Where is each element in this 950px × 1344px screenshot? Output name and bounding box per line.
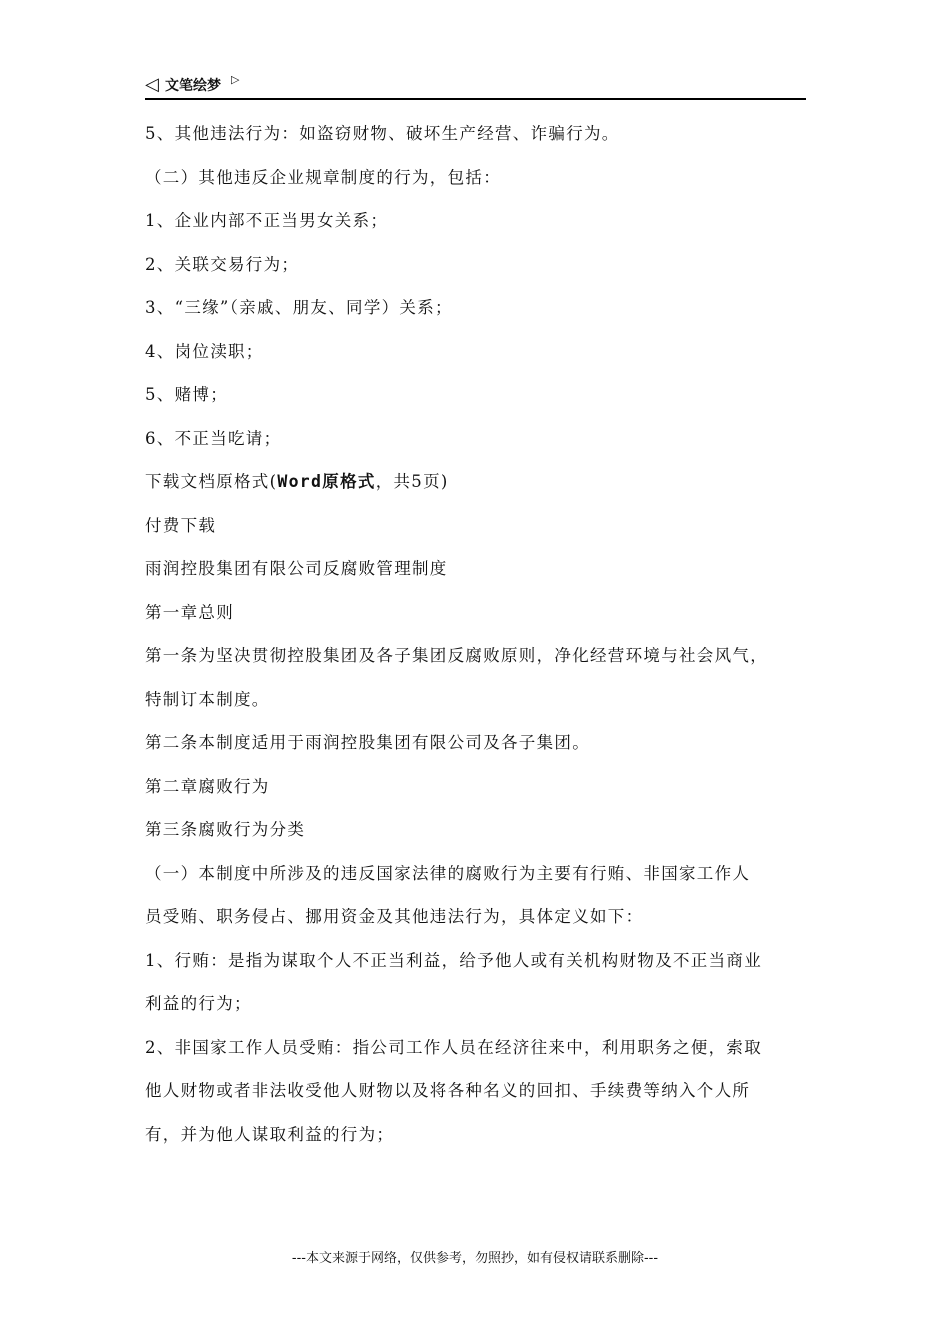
download-format: Word原格式 — [277, 472, 376, 491]
download-original-link[interactable] — [145, 460, 810, 504]
left-triangle-icon: ◁ — [145, 74, 159, 95]
text-line: 2、非国家工作人员受贿：指公司工作人员在经济往来中，利用职务之便，索取 — [145, 1037, 762, 1057]
right-triangle-icon: ▷ — [231, 73, 240, 86]
text-line: 4、岗位渎职； — [145, 341, 264, 361]
text-line: 员受贿、职务侵占、挪用资金及其他违法行为，具体定义如下： — [145, 907, 644, 926]
text-line: （二）其他违反企业规章制度的行为，包括： — [145, 167, 501, 187]
text-line: （一）本制度中所涉及的违反国家法律的腐败行为主要有行贿、非国家工作人 — [145, 863, 751, 883]
document-body — [145, 112, 810, 1156]
text-line: 5、其他违法行为：如盗窃财物、破坏生产经营、诈骗行为。 — [145, 124, 620, 143]
text-line: 第二条本制度适用于雨润控股集团有限公司及各子集团。 — [145, 733, 590, 752]
text-line: 1、企业内部不正当男女关系； — [145, 211, 389, 230]
text-line: 他人财物或者非法收受他人财物以及将各种名义的回扣、手续费等纳入个人所 — [145, 1081, 751, 1100]
text-line: 5、赌博； — [145, 385, 228, 404]
text-line: 有，并为他人谋取利益的行为； — [145, 1124, 395, 1144]
page-footer: ---本文来源于网络，仅供参考，勿照抄，如有侵权请联系删除--- — [291, 1251, 659, 1266]
text-line: 第一条为坚决贯彻控股集团及各子集团反腐败原则，净化经营环境与社会风气， — [145, 646, 768, 665]
text-line: 3、“三缘”（亲戚、朋友、同学）关系； — [145, 298, 453, 317]
text-line: 2、关联交易行为； — [145, 254, 300, 274]
doc-title: 雨润控股集团有限公司反腐败管理制度 — [145, 559, 448, 578]
chapter-heading: 第二章腐败行为 — [145, 776, 270, 796]
brand-name: 文笔绘梦 — [165, 78, 221, 94]
download-prefix: 下载文档原格式( — [145, 472, 278, 491]
pay-download-link[interactable]: 付费下载 — [145, 515, 217, 535]
text-line: 利益的行为； — [145, 994, 252, 1013]
text-line: 1、行贿：是指为谋取个人不正当利益，给予他人或有关机构财物及不正当商业 — [145, 950, 762, 970]
text-line: 第三条腐败行为分类 — [145, 820, 306, 839]
chapter-heading: 第一章总则 — [145, 602, 234, 622]
download-suffix: ，共5页) — [375, 472, 449, 491]
text-line: 6、不正当吃请； — [145, 428, 282, 448]
page-header — [145, 72, 806, 100]
text-line: 特制订本制度。 — [145, 689, 270, 709]
